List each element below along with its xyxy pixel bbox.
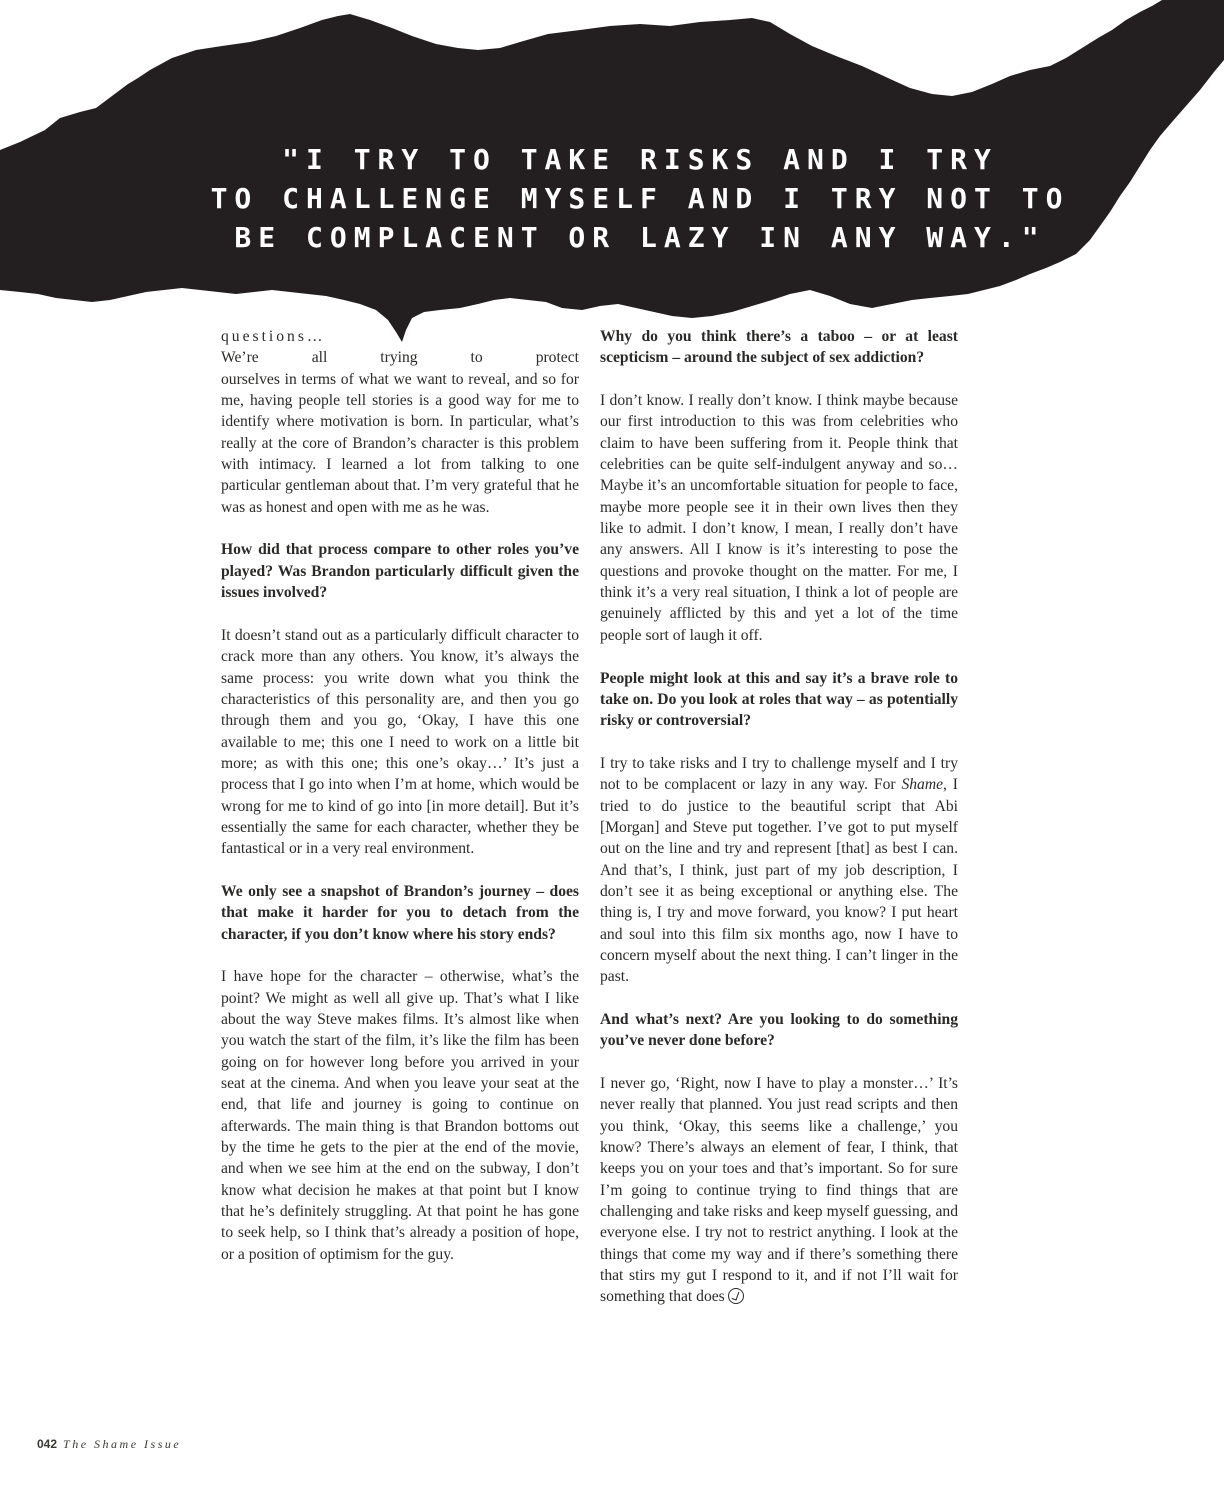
right-column — [600, 326, 958, 1308]
answer-3: I don’t know. I really don’t know. I think maybe because our first introduction to this was from celebrities who claim to have been suffering from it. People think that celebrities can be quite self-indulgent anyway and so… Maybe it’s an uncomfortable situation for people to face, maybe more people see it in their own lives then they like to admit. I don’t know, I mean, I really don’t have any answers. All I know is it’s interesting to pose the questions and provoke thought on the matter. For me, I think it’s a very real situation, I think a lot of people are genuinely afflicted by this and yet a lot of the time people sort of laugh it off. — [600, 392, 958, 644]
question-3: Why do you think there’s a taboo – or at least scepticism – around the subject of sex addiction? — [600, 328, 958, 367]
left-column — [221, 326, 579, 1265]
question-4: People might look at this and say it’s a brave role to take on. Do you look at roles that way – as potentially risky or controversial? — [600, 669, 958, 730]
answer-1: It doesn’t stand out as a particularly difficult character to crack more than any others. You know, it’s always the same process: you write down what you think the characteristics of this personality are, and then you go through them and you go, ‘Okay, I have this one available to me; this one I need to work on a little bit more; as with this one; this one’s okay…’ It’s just a process that I go into when I’m at home, which would be wrong for me to kind of go into [in more detail]. But it’s essentially the same for each character, whether they be fantastical or in a very real environment. — [221, 626, 579, 858]
intro-answer-paragraph — [221, 326, 579, 518]
page-number: 042 — [37, 1437, 58, 1451]
answer-4 — [600, 753, 958, 988]
pull-quote-line-1: "I TRY TO TAKE RISKS AND I TRY — [282, 143, 998, 176]
film-title: Shame — [901, 776, 944, 794]
issue-title: The Shame Issue — [63, 1437, 182, 1451]
intro-rest: ourselves in terms of what we want to reveal, and so for me, having people tell stories is a good way for me to identify where motivation is born. In particular, what’s really at the core of Brandon’s character is this problem with intimacy. I learned a lot from talking to one particular gentleman about that. I’m very grateful that he was as honest and open with me as he was. — [221, 370, 579, 516]
answer-4-part-1: I try to take risks and I try to challenge myself and I try not to be complacent or lazy in any way. For — [600, 754, 958, 794]
intro-lead-in: questions… — [221, 328, 326, 345]
pull-quote-line-3: BE COMPLACENT OR LAZY IN ANY WAY." — [234, 221, 1046, 254]
answer-2: I have hope for the character – otherwise, what’s the point? We might as well all give up. That’s what I like about the way Steve makes films. It’s almost like when you watch the start of the film, it’s like the film has been going on for however long before you arrived in your seat at the cinema. And when you leave your seat at the end, that life and journey is going to continue on afterwards. The main thing is that Brandon bottoms out by the time he gets to the pier at the end of the movie, and when we see him at the end on the subway, I don’t know what decision he makes at that point but I know that he’s definitely struggling. At that point he has gone to seek help, so I think that’s already a position of hope, or a position of optimism for the guy. — [221, 968, 579, 1263]
end-of-article-icon — [728, 1288, 744, 1304]
pull-quote — [150, 140, 1130, 257]
question-5: And what’s next? Are you looking to do something you’ve never done before? — [600, 1011, 958, 1050]
answer-5-text: I never go, ‘Right, now I have to play a monster…’ It’s never really that planned. You just read scripts and then you think, ‘Okay, this seems like a challenge,’ you know? There’s always an element of fear, I think, that keeps you on your toes and that’s important. So for sure I’m going to continue trying to find things that are challenging and take risks and keep myself guessing, and everyone else. I try not to restrict anything. I look at the things that come my way and if there’s something there that stirs my gut I respond to it, and if not I’ll wait for something that does — [600, 1075, 958, 1306]
answer-5 — [600, 1073, 958, 1308]
pull-quote-line-2: TO CHALLENGE MYSELF AND I TRY NOT TO — [210, 182, 1070, 215]
question-2: We only see a snapshot of Brandon’s journey – does that make it harder for you to detach from the character, if you don’t know where his story ends? — [221, 882, 579, 943]
intro-first-line: We’re all trying to protect — [221, 349, 579, 367]
question-1: How did that process compare to other roles you’ve played? Was Brandon particularly difficult given the issues involved? — [221, 541, 579, 602]
page-folio — [37, 1437, 181, 1452]
answer-4-part-2: , I tried to do justice to the beautiful script that Abi [Morgan] and Steve put together. I’ve got to put myself out on the line and try and represent [that] as best I can. And that’s, I think, just part of my job description, I don’t see it as being exceptional or anything else. The thing is, I try and move forward, you know? I put heart and soul into this film six months ago, now I have to concern myself about the next thing. I can’t linger in the past. — [600, 776, 958, 986]
